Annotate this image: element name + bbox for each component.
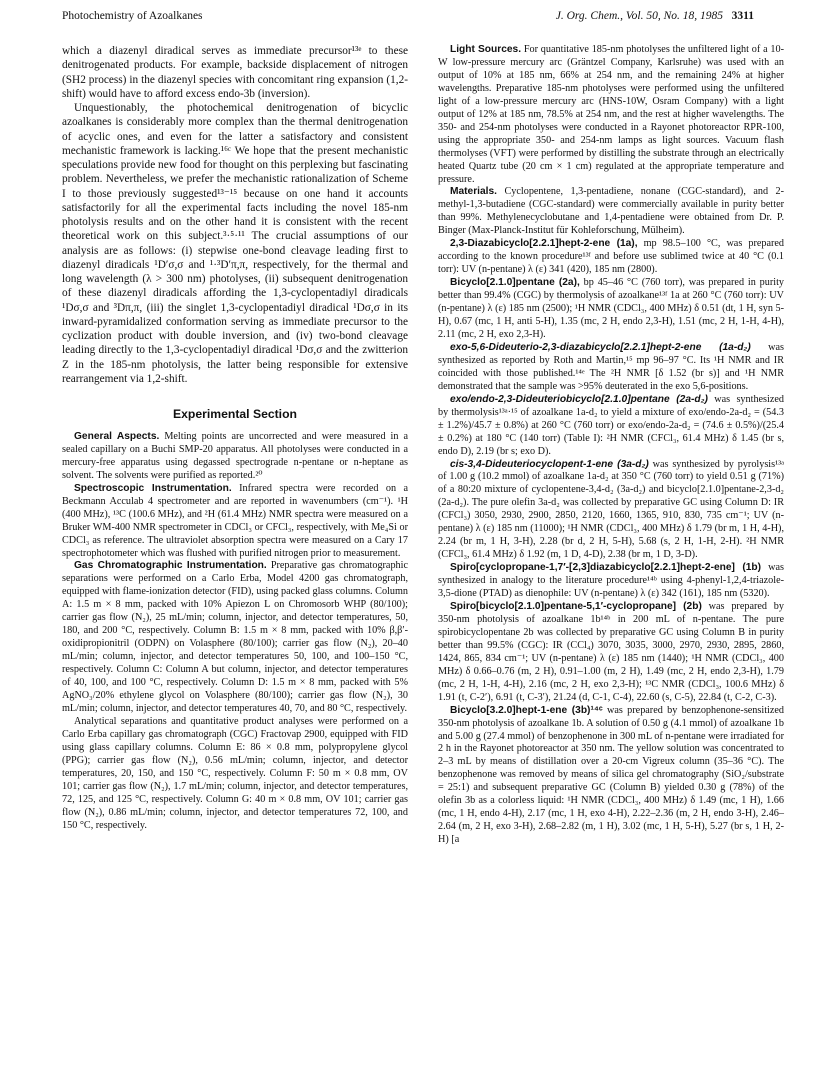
paragraph-text: Melting points are uncorrected and were measured in a sealed capillary on a Buchi SMP-20 apparatus. All photolyses were conducted in a mercury-free apparatus using degassed spectrograde n-pentane or n-heptane as solvent. The solvents were purified as reported.²⁰ <box>62 430 409 481</box>
paragraph-text: was synthesized by pyrolysis¹³ᵃ of 1.00 g (10.2 mmol) of azoalkane 1a-d₂ at 350 °C (760 torr) to yield 0.51 g (71%) of a 80:20 mixture of cyclopentene-3,4-d₂ (3a-d₂) and bicyclo[2.1.0]pentane-2,3-d₂ (2a-d₂). The pure olefin 3a-d₂ was collected by preparative GC using Column D: IR (CFCl₃) 3050, 2930, 2900, 2850, 2120, 1660, 1365, 910, 830, 735 cm⁻¹; UV (n-pentane) λ (ε) 185 nm (11000); ¹H NMR (CDCl₃, 400 MHz) δ 1.79 (br m, 1 H, 4-H), 2.24 (br m, 1 H, 3-H), 2.28 (br d, 2 H, 5-H), 5.68 (s, 2 H, 1-H, 2-H). ²H NMR (CFCl₃, 61.4 MHz) δ 1.92 (m, 1 D, 4-D), 2.38 (br m, 1 D, 3-D). <box>438 458 784 561</box>
paragraph-heading: Bicyclo[2.1.0]pentane (2a), <box>450 277 580 289</box>
paragraph-heading: exo/endo-2,3-Dideuteriobicyclo[2.1.0]pentane (2a-d₂) <box>450 393 708 405</box>
compound-2b-paragraph <box>438 601 784 705</box>
compound-2a-paragraph <box>438 277 784 342</box>
compound-1a-d2-paragraph <box>438 342 784 394</box>
paragraph-heading: Light Sources. <box>450 44 522 55</box>
paragraph-text: Infrared spectra were recorded on a Beckmann Acculab 4 spectrometer and are reported in wavenumbers (cm⁻¹). ¹H (400 MHz), ¹³C (100.6 MHz), and ²H (61.4 MHz) NMR spectra were measured on a Bruker WM-400 NMR spectrometer in CDCl₃ or CFCl₃, respectively, with Me₄Si or CDCl₃ as reference. The ultraviolet absorption spectra were measured on a Cary 17 spectrophotometer which was flushed with purified nitrogen prior to measurement. <box>62 482 409 559</box>
compound-2a-d2-paragraph <box>438 394 784 459</box>
analytical-separations-paragraph <box>62 716 408 833</box>
journal-citation <box>556 10 754 22</box>
section-title: Experimental Section <box>173 407 297 421</box>
paragraph-heading: Materials. <box>450 186 497 198</box>
paragraph-heading: Spiro[cyclopropane-1,7′-[2,3]diazabicyclo[2.2.1]hept-2-ene] (1b) <box>450 562 762 574</box>
spectroscopic-paragraph <box>62 483 408 561</box>
paragraph-heading: cis-3,4-Dideuteriocyclopent-1-ene (3a-d₂) <box>450 458 649 470</box>
page-number: 3311 <box>731 10 754 22</box>
paragraph-text: was synthesized as reported by Roth and Martin,¹⁵ mp 96–97 °C. Its ¹H NMR and IR coincided with those published.¹⁴ᵉ The ²H NMR [δ 1.52 (br s)] and ¹H NMR demonstrated that the sample was >95% deuterated in the exo 5,6-positions. <box>438 341 785 392</box>
paragraph-heading: 2,3-Diazabicyclo[2.2.1]hept-2-ene (1a), <box>450 238 638 250</box>
general-aspects-paragraph <box>62 431 408 483</box>
intro-paragraph-2: Unquestionably, the photochemical denitrogenation of bicyclic azoalkanes is considerably more complex than the thermal denitrogenation of acyclic ones, and even for the latter a satisfactory and consistent mechanistic framework is lacking.¹⁶ᶜ We hope that the present mechanistic speculations provide new food for thought on this perplexing but fascinating problem. Nevertheless, we prefer the mechanistic rationalization of Scheme I to those previously suggested¹³⁻¹⁵ because on one hand it accounts satisfactorily for all the experimental facts including the novel 185-nm photolysis results and on the other hand it is consistent with the recent theoretical work on this subject.³·⁵·¹¹ The crucial assumptions of our analysis are as follows: (i) stepwise one-bond cleavage leading first to diazenyl diradicals ¹D′σ,σ and ¹·³D′π,π, respectively, for the thermal and long wavelength (λ > 300 nm) photolyses, (ii) subsequent denitrogenation of these diazenyl diradicals affording the 1,3-cyclopentadiyl diradicals ¹Dσ,σ and ³Dπ,π, (iii) the singlet 1,3-cyclopentadiyl diradical ¹Dσ,σ in its inward-pyramidalized conformation serving as immediate precursor to the cyclization product with double inversion, and (iv) two-bond cleavage leading directly to the 1,3-cyclopentadiyl diradical ¹Dσ,σ and the zwitterion Z in the 185-nm photolysis, the latter being responsible for extensive rearrangement via 1,2-shift. <box>62 102 408 385</box>
intro-paragraph-1: which a diazenyl diradical serves as immediate precursor¹³ᵉ to these denitrogenated products. For example, backside displacement of nitrogen (SH2 process) in the diazenyl species with concomitant ring expansion (1,2-shift) would have to afford excess endo-3b (inversion). <box>62 45 408 100</box>
paragraph-text: was prepared by 350-nm photolysis of azoalkane 1b¹⁴ᵇ in 200 mL of n-pentane. The pure spirobicyclopentane 2b was collected by preparative GC using Column B in purity better than 99.5% (CGC): IR (CCl₄) 3070, 3035, 3000, 2970, 2930, 2895, 2860, 1424, 865, 834 cm⁻¹; UV (n-pentane) λ (ε) 185 nm (1440); ¹H NMR (CDCl₃, 400 MHz) δ 0.66–0.76 (m, 2 H), 0.91–1.00 (m, 2 H), 1.49 (mc, 2 H, endo 2,3-H), 1.79 (mc, 2 H, 1-H, 4-H), 2.16 (mc, 2 H, exo 2,3-H); ¹³C NMR (CDCl₃, 100.6 MHz) δ 1.91 (t, C-2′), 6.91 (t, C-3′), 21.24 (d, C-1, C-4), 22.60 (s, C-5), 22.84 (t, C-2, C-3). <box>438 600 784 703</box>
paragraph-text: was synthesized in analogy to the literature procedure¹⁴ᵇ using 4-phenyl-1,2,4-triazole-3,5-dione (PTAD) as dienophile: UV (n-pentane) λ (ε) 342 (161), 185 nm (5320). <box>438 562 785 600</box>
running-header <box>62 10 754 26</box>
paragraph-text: Preparative gas chromatographic separations were performed on a Carlo Erba, Model 4200 gas chromatograph, equipped with flame-ionization detector (FID), using packed glass columns. Column A: 1.5 m × 8 mm, packed with 10% Apiezon L on Chromosorb WHP (80/100); carrier gas flow (N₂), 25 mL/min; column, injector, and detector temperatures, 50, 180, and 200 °C, respectively. Column B: 1.5 m × 8 mm, packed with 10% β,β′-oxidipropionitril (ODPN) on Volasphere (80/100); carrier gas flow (N₂), 20–40 mL/min; column, injector, and detector temperatures 50, 100, and 100–150 °C, respectively. Column C: Column A but column, injector, and detector temperatures of 40, 100, and 100 °C, respectively. Column D: 1.5 m × 8 mm, packed with 5% AgNO₃/20% ethylene glycol on Volasphere (80/100); carrier gas flow (N₂), 30 mL/min; column, injector, and detector temperatures 40, 70, and 80 °C, respectively. <box>62 560 408 714</box>
compound-1b-paragraph <box>438 562 784 601</box>
running-title: Photochemistry of Azoalkanes <box>62 10 203 22</box>
journal-reference: J. Org. Chem., Vol. 50, No. 18, 1985 <box>555 10 723 22</box>
paragraph-text: bp 45–46 °C (760 torr), was prepared in purity better than 99.4% (CGC) by thermolysis of azoalkane¹³ᶠ 1a at 260 °C (760 torr): UV (n-pentane) λ (ε) 185 nm (2500); ¹H NMR (CDCl₃, 400 MHz) δ 0.51 (dt, 1 H, syn 5-H), 0.67 (mc, 1 H, anti 5-H), 1.35 (mc, 2 H, endo 2,3-H), 1.51 (mc, 2 H, 1-H, 4-H), 2.11 (mc, 2 H, exo 2,3-H). <box>438 277 784 340</box>
compound-3b-paragraph <box>438 705 784 847</box>
paragraph-text: was prepared by benzophenone-sensitized 350-nm photolysis of azoalkane 1b. A solution of 0.50 g (4.1 mmol) of azoalkane 1b and 5.00 g (27.4 mmol) of benzophenone in 300 mL of n-pentane were irradiated for 2 h in the Rayonet photoreactor at 350 nm. The yellow solution was concentrated to 2–3 mL by means of distillation over a 20-cm Vigreux column (35–36 °C). The benzophenone was removed by means of silica gel chromatography (SiO₂/substrate = 25:1) and subsequent preparative GC (Column B) yielded 0.30 g (78%) of the olefin 3b as a colorless liquid: ¹H NMR (CDCl₃, 400 MHz) δ 1.49 (mc, 1 H), 1.66 (mc, 1 H, endo 4-H), 2.17 (mc, 1 H, exo 4-H), 2.22–2.36 (m, 2 H, endo 3-H), 2.46–2.64 (m, 2 H, exo 3-H), 2.68–2.82 (m, 1 H), 3.02 (mc, 1 H, 5-H), 5.27 (br s, 1 H, 2-H) [a <box>438 704 784 846</box>
paragraph-text: Cyclopentene, 1,3-pentadiene, nonane (CGC-standard), and 2-methyl-1,3-butadiene (CGC-standard) were commercially available in purity better than 99%. Methylenecyclobutane and 1,4-pentadiene were obtained from Dr. P. Binger (Max-Planck-Institut für Kohleforschung, Mülheim). <box>438 186 785 237</box>
paragraph-heading: General Aspects. <box>74 430 160 442</box>
paragraph-heading: exo-5,6-Dideuterio-2,3-diazabicyclo[2.2.1]hept-2-ene (1a-d₂) <box>450 341 751 353</box>
left-column <box>62 44 408 833</box>
paragraph-heading: Spectroscopic Instrumentation. <box>74 482 232 494</box>
right-column <box>438 44 784 847</box>
materials-paragraph <box>438 186 784 238</box>
light-sources-paragraph <box>438 44 784 186</box>
paragraph-heading: Gas Chromatographic Instrumentation. <box>74 560 267 572</box>
paragraph-text: was synthesized by thermolysis¹³ᵃ·¹⁵ of azoalkane 1a-d₂ to yield a mixture of exo/endo-2a-d₂ = (54.3 ± 1.2%)/45.7 ± 0.8%) at 260 °C (760 torr) or exo/endo-2a-d₂ = (74.6 ± 0.5%)/(25.4 ± 0.2%) at 180 °C (140 torr) (Table I): ²H NMR (CFCl₃, 61.4 MHz) δ 1.45 (br s, endo D), 2.19 (br s; exo D). <box>438 393 784 457</box>
paragraph-heading: Spiro[bicyclo[2.1.0]pentane-5,1′-cyclopropane] (2b) <box>450 600 702 612</box>
paragraph-text: For quantitative 185-nm photolyses the unfiltered light of a 10-W low-pressure mercury arc (Gräntzel Company, Karlsruhe) was used with an output of 10% at 185 nm, 66% at 254 nm, and the remaining 24% at higher wavelengths. Preparative 185-nm photolyses were performed using the unfiltered light of a low-pressure mercury arc (HNS-10W, Osram Company) with a light output of 12% at 185 nm, 78.5% at 254 nm, and the rest at higher wavelengths. The 350- and 254-nm photolyses were conducted in a Rayonet photoreactor RPR-100, using the appropriate 350- and 254-nm lamps as light sources. Vacuum flash thermolyses (VFT) were performed by distilling the substrate through an electrically heated Quartz tube (20 cm × 1 cm) regulated at the appropriate temperature and pressure. <box>438 44 784 185</box>
paragraph-text: mp 98.5–100 °C, was prepared according to the known procedure¹³ᶠ and before use sublimed twice at 40 °C (0.1 torr): UV (n-pentane) λ (ε) 341 (420), 185 nm (2800). <box>438 238 784 276</box>
paragraph-text: Analytical separations and quantitative product analyses were performed on a Carlo Erba capillary gas chromatograph (CGC) Fractovap 2900, equipped with FID using glass capillary columns. Column E: 86 × 0.8 mm, polypropylene glycol (PPG); carrier gas flow (N₂), 0.56 mL/min; column, injector, and detector temperatures, 20, 150, and 150 °C, respectively. Column F: 50 m × 0.8 mm, OV 101; carrier gas flow (N₂), 1.7 mL/min; column, injector, and detector temperatures, 72, 125, and 125 °C, respectively. Column G: 40 m × 0.8 mm, OV 101; carrier gas flow (N₂), 0.86 mL/min; column, injector, and detector temperatures 72, 100, and 150 °C, respectively. <box>62 715 408 831</box>
compound-1a-paragraph <box>438 238 784 277</box>
paragraph-heading: Bicyclo[3.2.0]hept-1-ene (3b)¹⁴ᶜ <box>450 704 603 716</box>
compound-3a-d2-paragraph <box>438 459 784 563</box>
gas-chromatographic-paragraph <box>62 560 408 715</box>
